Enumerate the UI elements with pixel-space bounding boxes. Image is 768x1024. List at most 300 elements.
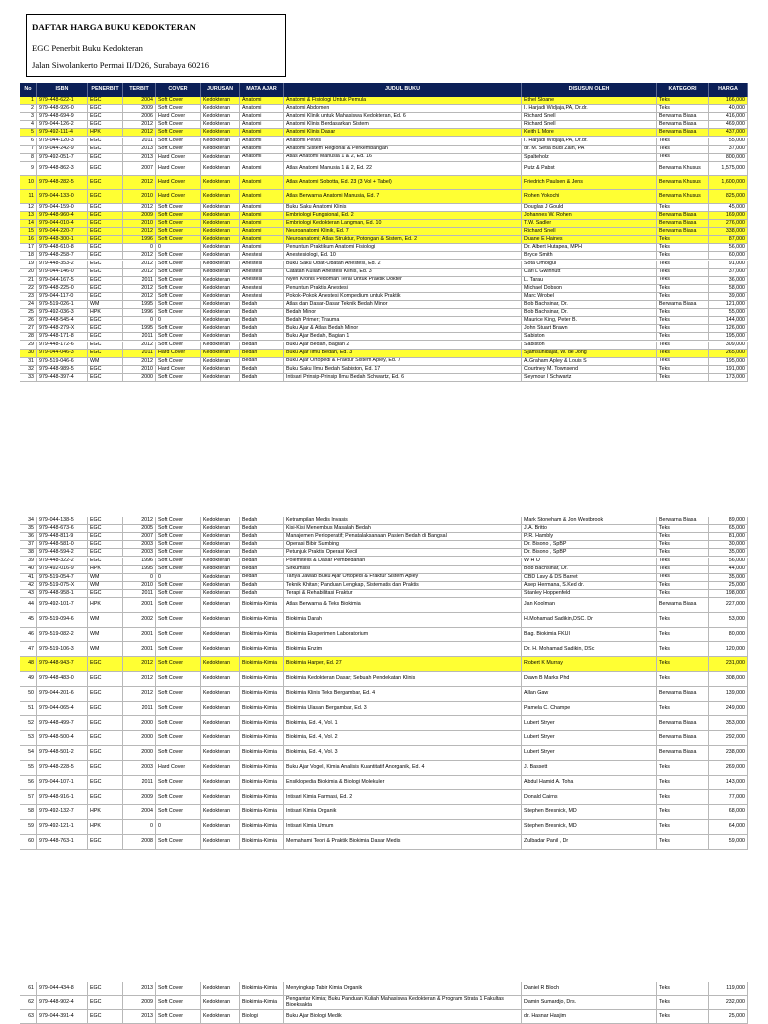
cell-no: 3 bbox=[20, 113, 37, 120]
cell-cover: Soft Cover bbox=[156, 533, 201, 540]
cell-mata-ajar: Anatomi bbox=[240, 138, 284, 145]
table-row bbox=[20, 533, 748, 541]
cell-terbit: 2003 bbox=[123, 541, 156, 548]
cell-isbn: 979-519-046-6 bbox=[37, 358, 88, 365]
cell-no: 14 bbox=[20, 220, 37, 227]
cell-terbit: 2012 bbox=[123, 269, 156, 276]
table-header bbox=[20, 83, 748, 97]
table-row bbox=[20, 541, 748, 549]
cell-penerbit: EGC bbox=[88, 176, 123, 189]
cell-mata-ajar: Biokimia-Kimia bbox=[240, 776, 284, 790]
cell-terbit: 2010 bbox=[123, 190, 156, 203]
cell-terbit: 0 bbox=[123, 317, 156, 324]
cell-harga: 39,000 bbox=[709, 293, 748, 300]
cell-judul: Nyeri Kronis Pedoman Terai Untuk Praktik Dokter bbox=[284, 277, 522, 284]
cell-harga: 353,000 bbox=[709, 716, 748, 730]
cell-disusun: dr. Hasnar Hasjim bbox=[522, 1010, 657, 1023]
cell-disusun: Lubert Stryer bbox=[522, 746, 657, 760]
cell-harga: 143,000 bbox=[709, 776, 748, 790]
cell-isbn: 979-519-094-6 bbox=[37, 613, 88, 627]
cell-harga: 269,000 bbox=[709, 761, 748, 775]
cell-judul: Biokimia Klinis Teks Bergambar, Ed. 4 bbox=[284, 687, 522, 701]
table-row bbox=[20, 285, 748, 293]
cell-no: 18 bbox=[20, 252, 37, 259]
cell-jurusan: Kedokteran bbox=[201, 820, 240, 834]
cell-penerbit: EGC bbox=[88, 228, 123, 235]
cell-mata-ajar: Anestesi bbox=[240, 277, 284, 284]
cell-mata-ajar: Anatomi bbox=[240, 162, 284, 175]
cell-isbn: 979-044-146-0 bbox=[37, 269, 88, 276]
cell-judul: Atlas Anatomi Manusia 1 & 2, Ed. 16 bbox=[284, 154, 522, 161]
cell-disusun: Zulbadar Panil , Dr bbox=[522, 835, 657, 849]
cell-disusun: Abdul Hamid A. Toha bbox=[522, 776, 657, 790]
cell-harga: 249,000 bbox=[709, 702, 748, 716]
cell-mata-ajar: Anatomi bbox=[240, 236, 284, 243]
table-row bbox=[20, 672, 748, 687]
cell-penerbit: EGC bbox=[88, 269, 123, 276]
cell-judul: Buku Ajar Vogel, Kimia Analisis Kuantitatif Anorganik, Ed. 4 bbox=[284, 761, 522, 775]
cell-jurusan: Kedokteran bbox=[201, 776, 240, 790]
cell-judul: Buku Ajar Bedah, Bagian 2 bbox=[284, 342, 522, 349]
cell-kategori: Teks bbox=[657, 525, 709, 532]
cell-jurusan: Kedokteran bbox=[201, 517, 240, 524]
cell-penerbit: EGC bbox=[88, 97, 123, 104]
cell-terbit: 2011 bbox=[123, 333, 156, 340]
cell-terbit: 2010 bbox=[123, 220, 156, 227]
cell-penerbit: EGC bbox=[88, 252, 123, 259]
cell-kategori: Teks bbox=[657, 805, 709, 819]
table-row bbox=[20, 657, 748, 672]
cell-judul: Anatomi Klinik untuk Mahasiswa Kedokteran, Ed. 6 bbox=[284, 113, 522, 120]
table-row bbox=[20, 582, 748, 590]
cell-terbit: 2007 bbox=[123, 533, 156, 540]
cell-disusun: Sabiston bbox=[522, 333, 657, 340]
table-row bbox=[20, 566, 748, 574]
cell-judul: Embriologi Fungsional, Ed. 2 bbox=[284, 212, 522, 219]
cell-cover: Hard Cover bbox=[156, 366, 201, 373]
cell-judul: Operasi Bibir Sumbing bbox=[284, 541, 522, 548]
cell-jurusan: Kedokteran bbox=[201, 541, 240, 548]
cell-isbn: 979-448-258-7 bbox=[37, 252, 88, 259]
cell-disusun: Maurice King, Peter B. bbox=[522, 317, 657, 324]
cell-terbit: 0 bbox=[123, 820, 156, 834]
cell-no: 44 bbox=[20, 598, 37, 612]
cell-penerbit: EGC bbox=[88, 285, 123, 292]
cell-disusun: Seymour I Schwartz bbox=[522, 374, 657, 381]
cell-harga: 80,000 bbox=[709, 628, 748, 642]
cell-penerbit: EGC bbox=[88, 261, 123, 268]
cell-no: 1 bbox=[20, 97, 37, 104]
cell-penerbit: EGC bbox=[88, 517, 123, 524]
cell-disusun: P.R. Hambly bbox=[522, 533, 657, 540]
cell-mata-ajar: Anatomi bbox=[240, 190, 284, 203]
col-harga: HARGA bbox=[709, 83, 748, 97]
cell-harga: 77,000 bbox=[709, 790, 748, 804]
cell-no: 45 bbox=[20, 613, 37, 627]
cell-kategori: Berwarna Biasa bbox=[657, 220, 709, 227]
cell-kategori: Teks bbox=[657, 541, 709, 548]
table-row bbox=[20, 628, 748, 643]
cell-disusun: Douglas J Gould bbox=[522, 204, 657, 211]
cell-kategori: Teks bbox=[657, 574, 709, 581]
col-cover: COVER bbox=[156, 83, 201, 97]
cell-cover: Soft Cover bbox=[156, 558, 201, 565]
cell-terbit: 1996 bbox=[123, 558, 156, 565]
cell-no: 28 bbox=[20, 333, 37, 340]
cell-isbn: 979-044-242-9 bbox=[37, 146, 88, 153]
cell-disusun: Dr. Bisono , SpBP bbox=[522, 549, 657, 556]
cell-no: 56 bbox=[20, 776, 37, 790]
cell-disusun: Sota Omoigui bbox=[522, 261, 657, 268]
cell-no: 11 bbox=[20, 190, 37, 203]
cell-cover: Soft Cover bbox=[156, 236, 201, 243]
cell-disusun: Stanley Hoppenfeld bbox=[522, 590, 657, 597]
cell-mata-ajar: Anatomi bbox=[240, 146, 284, 153]
cell-jurusan: Kedokteran bbox=[201, 105, 240, 112]
cell-judul: Biokimia, Ed. 4, Vol. 3 bbox=[284, 746, 522, 760]
cell-jurusan: Kedokteran bbox=[201, 996, 240, 1009]
cell-no: 42 bbox=[20, 582, 37, 589]
cell-judul: Atlas Berwarna Anatomi Manusia, Ed. 7 bbox=[284, 190, 522, 203]
cell-disusun: Stephen Bresnick, MD bbox=[522, 820, 657, 834]
cell-mata-ajar: Biokimia-Kimia bbox=[240, 982, 284, 995]
cell-penerbit: EGC bbox=[88, 835, 123, 849]
cell-jurusan: Kedokteran bbox=[201, 358, 240, 365]
cell-penerbit: EGC bbox=[88, 236, 123, 243]
cell-terbit: 2012 bbox=[123, 129, 156, 136]
cell-judul: Intisari Kimia Farmasi, Ed. 2 bbox=[284, 790, 522, 804]
cell-mata-ajar: Anatomi bbox=[240, 154, 284, 161]
cell-terbit: 2013 bbox=[123, 154, 156, 161]
cell-no: 26 bbox=[20, 317, 37, 324]
cell-harga: 35,000 bbox=[709, 574, 748, 581]
col-mata-ajar: MATA AJAR bbox=[240, 83, 284, 97]
cell-isbn: 979-044-133-0 bbox=[37, 190, 88, 203]
cell-terbit: 2000 bbox=[123, 731, 156, 745]
cell-kategori: Teks bbox=[657, 350, 709, 357]
cell-harga: 55,000 bbox=[709, 309, 748, 316]
cell-terbit: 2012 bbox=[123, 121, 156, 128]
cell-kategori: Berwarna Khusus bbox=[657, 176, 709, 189]
cell-harga: 195,000 bbox=[709, 358, 748, 365]
cell-penerbit: WM bbox=[88, 628, 123, 642]
cell-terbit: 2008 bbox=[123, 835, 156, 849]
cell-mata-ajar: Biologi bbox=[240, 1010, 284, 1023]
table-row bbox=[20, 805, 748, 820]
cell-penerbit: EGC bbox=[88, 342, 123, 349]
cell-isbn: 979-448-483-0 bbox=[37, 672, 88, 686]
cell-cover: Hard Cover bbox=[156, 350, 201, 357]
cell-judul: Ketrampilan Medis Invasis bbox=[284, 517, 522, 524]
cell-mata-ajar: Anestesi bbox=[240, 261, 284, 268]
cell-mata-ajar: Anatomi bbox=[240, 113, 284, 120]
cell-harga: 81,000 bbox=[709, 533, 748, 540]
cell-penerbit: EGC bbox=[88, 212, 123, 219]
cell-judul: Neuroanatomi; Atlas Struktur, Potongan & Sistem, Ed. 2 bbox=[284, 236, 522, 243]
cell-isbn: 979-448-916-1 bbox=[37, 790, 88, 804]
cell-no: 52 bbox=[20, 716, 37, 730]
cell-penerbit: EGC bbox=[88, 590, 123, 597]
cell-cover: Soft Cover bbox=[156, 790, 201, 804]
col-penerbit: PENERBIT bbox=[88, 83, 123, 97]
cell-terbit: 2012 bbox=[123, 228, 156, 235]
cell-no: 2 bbox=[20, 105, 37, 112]
cell-mata-ajar: Bedah bbox=[240, 325, 284, 332]
cell-jurusan: Kedokteran bbox=[201, 642, 240, 656]
cell-judul: Penuntun Praktis Anestesi bbox=[284, 285, 522, 292]
cell-jurusan: Kedokteran bbox=[201, 121, 240, 128]
cell-mata-ajar: Bedah bbox=[240, 549, 284, 556]
cell-harga: 469,000 bbox=[709, 121, 748, 128]
cell-kategori: Berwarna Biasa bbox=[657, 731, 709, 745]
cell-jurusan: Kedokteran bbox=[201, 731, 240, 745]
cell-jurusan: Kedokteran bbox=[201, 761, 240, 775]
cell-judul: Memahami Teori & Praktik Biokimia Dasar Medis bbox=[284, 835, 522, 849]
cell-penerbit: EGC bbox=[88, 105, 123, 112]
cell-penerbit: EGC bbox=[88, 277, 123, 284]
table-row bbox=[20, 121, 748, 129]
cell-mata-ajar: Bedah bbox=[240, 590, 284, 597]
cell-cover: Soft Cover bbox=[156, 301, 201, 308]
cell-terbit: 2013 bbox=[123, 146, 156, 153]
cell-cover: Soft Cover bbox=[156, 269, 201, 276]
cell-harga: 231,000 bbox=[709, 657, 748, 671]
cell-isbn: 979-044-391-4 bbox=[37, 1010, 88, 1023]
col-kategori: KATEGORI bbox=[657, 83, 709, 97]
cell-harga: 265,000 bbox=[709, 350, 748, 357]
cell-kategori: Berwarna Khusus bbox=[657, 190, 709, 203]
cell-isbn: 979-492-036-3 bbox=[37, 309, 88, 316]
cell-kategori: Teks bbox=[657, 285, 709, 292]
cell-isbn: 979-519-054-7 bbox=[37, 574, 88, 581]
cell-harga: 119,000 bbox=[709, 982, 748, 995]
cell-isbn: 979-448-694-9 bbox=[37, 113, 88, 120]
cell-jurusan: Kedokteran bbox=[201, 138, 240, 145]
table-row bbox=[20, 325, 748, 333]
cell-isbn: 979-044-120-3 bbox=[37, 138, 88, 145]
table-row bbox=[20, 105, 748, 113]
cell-no: 51 bbox=[20, 702, 37, 716]
cell-no: 15 bbox=[20, 228, 37, 235]
cell-judul: Sirkumsisi bbox=[284, 566, 522, 573]
cell-harga: 35,000 bbox=[709, 549, 748, 556]
cell-harga: 40,000 bbox=[709, 105, 748, 112]
table-row bbox=[20, 358, 748, 366]
col-judul: JUDUL BUKU bbox=[284, 83, 522, 97]
cell-kategori: Teks bbox=[657, 761, 709, 775]
table-row bbox=[20, 350, 748, 358]
cell-no: 13 bbox=[20, 212, 37, 219]
cell-no: 9 bbox=[20, 162, 37, 175]
cell-judul: Anatomi & Fisiologi Untuk Pemula bbox=[284, 97, 522, 104]
table-row bbox=[20, 366, 748, 374]
cell-penerbit: EGC bbox=[88, 549, 123, 556]
cell-cover: Soft Cover bbox=[156, 333, 201, 340]
cell-jurusan: Kedokteran bbox=[201, 97, 240, 104]
table-row bbox=[20, 558, 748, 566]
cell-harga: 37,000 bbox=[709, 146, 748, 153]
cell-mata-ajar: Anatomi bbox=[240, 97, 284, 104]
cell-penerbit: EGC bbox=[88, 350, 123, 357]
cell-terbit: 2001 bbox=[123, 598, 156, 612]
cell-mata-ajar: Biokimia-Kimia bbox=[240, 598, 284, 612]
cell-isbn: 979-448-228-5 bbox=[37, 761, 88, 775]
cell-isbn: 979-044-138-5 bbox=[37, 517, 88, 524]
cell-terbit: 0 bbox=[123, 574, 156, 581]
cell-no: 35 bbox=[20, 525, 37, 532]
cell-terbit: 2012 bbox=[123, 517, 156, 524]
table-row bbox=[20, 613, 748, 628]
cell-no: 30 bbox=[20, 350, 37, 357]
cell-penerbit: EGC bbox=[88, 1010, 123, 1023]
cell-cover: Soft Cover bbox=[156, 716, 201, 730]
cell-terbit: 2001 bbox=[123, 642, 156, 656]
cell-judul: Anatomi Klinis Berdasarkan Sistem bbox=[284, 121, 522, 128]
cell-judul: Atlas Anatomi Manusia 1 & 2, Ed. 22 bbox=[284, 162, 522, 175]
cell-isbn: 979-448-673-6 bbox=[37, 525, 88, 532]
cell-kategori: Teks bbox=[657, 138, 709, 145]
cell-disusun: Duane E Haines bbox=[522, 236, 657, 243]
cell-mata-ajar: Biokimia-Kimia bbox=[240, 672, 284, 686]
cell-no: 60 bbox=[20, 835, 37, 849]
cell-terbit: 2002 bbox=[123, 613, 156, 627]
cell-harga: 89,000 bbox=[709, 517, 748, 524]
cell-isbn: 979-448-545-4 bbox=[37, 317, 88, 324]
cell-mata-ajar: Bedah bbox=[240, 301, 284, 308]
cell-cover: Soft Cover bbox=[156, 374, 201, 381]
cell-mata-ajar: Biokimia-Kimia bbox=[240, 628, 284, 642]
table-row bbox=[20, 716, 748, 731]
cell-cover: Soft Cover bbox=[156, 642, 201, 656]
cell-judul: Biokimia, Ed. 4, Vol. 2 bbox=[284, 731, 522, 745]
cell-penerbit: EGC bbox=[88, 374, 123, 381]
cell-penerbit: WM bbox=[88, 582, 123, 589]
cell-isbn: 979-448-763-1 bbox=[37, 835, 88, 849]
cell-isbn: 979-044-159-0 bbox=[37, 204, 88, 211]
cell-cover: Soft Cover bbox=[156, 358, 201, 365]
cell-isbn: 979-492-121-1 bbox=[37, 820, 88, 834]
cell-kategori: Teks bbox=[657, 293, 709, 300]
cell-disusun: Bob Bachsinar, Dr. bbox=[522, 301, 657, 308]
cell-jurusan: Kedokteran bbox=[201, 190, 240, 203]
cell-terbit: 2011 bbox=[123, 776, 156, 790]
cell-disusun: Damin Sumardjo, Drs. bbox=[522, 996, 657, 1009]
cell-disusun: J.A. Britto bbox=[522, 525, 657, 532]
cell-isbn: 979-448-902-4 bbox=[37, 996, 88, 1009]
table-row bbox=[20, 598, 748, 613]
cell-harga: 37,000 bbox=[709, 269, 748, 276]
cell-kategori: Teks bbox=[657, 252, 709, 259]
cell-jurusan: Kedokteran bbox=[201, 129, 240, 136]
cell-cover: Soft Cover bbox=[156, 996, 201, 1009]
cell-disusun: Ethel Sloane bbox=[522, 97, 657, 104]
table-row bbox=[20, 342, 748, 350]
table-row bbox=[20, 269, 748, 277]
cell-harga: 59,000 bbox=[709, 835, 748, 849]
cell-penerbit: WM bbox=[88, 301, 123, 308]
cell-kategori: Berwarna Biasa bbox=[657, 212, 709, 219]
cell-isbn: 979-448-610-8 bbox=[37, 244, 88, 251]
cell-penerbit: HPK bbox=[88, 566, 123, 573]
cell-kategori: Teks bbox=[657, 317, 709, 324]
cell-kategori: Teks bbox=[657, 533, 709, 540]
cell-judul: Intisari Kimia Umum bbox=[284, 820, 522, 834]
cell-cover: Soft Cover bbox=[156, 97, 201, 104]
cell-jurusan: Kedokteran bbox=[201, 277, 240, 284]
cell-penerbit: EGC bbox=[88, 317, 123, 324]
cell-judul: Manajemen Perioperatif; Penatalaksanaan Pasien Bedah di Bangsal bbox=[284, 533, 522, 540]
cell-cover: Soft Cover bbox=[156, 835, 201, 849]
cell-disusun: H.Mohamad Sadikin,DSC. Dr bbox=[522, 613, 657, 627]
cell-cover: Hard Cover bbox=[156, 113, 201, 120]
cell-disusun: W H O bbox=[522, 558, 657, 565]
cell-disusun: Courtney M. Townsend bbox=[522, 366, 657, 373]
cell-disusun: dr. M. Setia Budi Zain, PA bbox=[522, 146, 657, 153]
cell-jurusan: Kedokteran bbox=[201, 558, 240, 565]
cell-jurusan: Kedokteran bbox=[201, 657, 240, 671]
cell-no: 39 bbox=[20, 558, 37, 565]
cell-penerbit: EGC bbox=[88, 113, 123, 120]
cell-disusun: Pamela C. Champe bbox=[522, 702, 657, 716]
table-row bbox=[20, 790, 748, 805]
cell-cover: Soft Cover bbox=[156, 277, 201, 284]
cell-mata-ajar: Bedah bbox=[240, 358, 284, 365]
cell-harga: 56,000 bbox=[709, 244, 748, 251]
cell-isbn: 979-492-101-7 bbox=[37, 598, 88, 612]
cell-mata-ajar: Bedah bbox=[240, 350, 284, 357]
cell-terbit: 2004 bbox=[123, 805, 156, 819]
cell-judul: Intisari Prinsip-Prinsip Ilmu Bedah Schwartz, Ed. 6 bbox=[284, 374, 522, 381]
table-row bbox=[20, 220, 748, 228]
cell-no: 23 bbox=[20, 293, 37, 300]
cell-harga: 53,000 bbox=[709, 613, 748, 627]
cell-jurusan: Kedokteran bbox=[201, 835, 240, 849]
cell-isbn: 979-448-171-8 bbox=[37, 333, 88, 340]
cell-no: 21 bbox=[20, 277, 37, 284]
table-row bbox=[20, 761, 748, 776]
table-row bbox=[20, 746, 748, 761]
cell-no: 24 bbox=[20, 301, 37, 308]
cell-kategori: Teks bbox=[657, 269, 709, 276]
cell-kategori: Berwarna Biasa bbox=[657, 716, 709, 730]
cell-judul: Biokimia Ulasan Bergambar, Ed. 3 bbox=[284, 702, 522, 716]
cell-terbit: 1995 bbox=[123, 325, 156, 332]
cell-disusun: Allan Gaw bbox=[522, 687, 657, 701]
cell-cover: Soft Cover bbox=[156, 672, 201, 686]
cell-kategori: Teks bbox=[657, 1010, 709, 1023]
cell-kategori: Teks bbox=[657, 835, 709, 849]
cell-mata-ajar: Biokimia-Kimia bbox=[240, 657, 284, 671]
cell-jurusan: Kedokteran bbox=[201, 672, 240, 686]
cell-cover: Soft Cover bbox=[156, 309, 201, 316]
cell-jurusan: Kedokteran bbox=[201, 702, 240, 716]
table-row bbox=[20, 138, 748, 146]
col-no: No bbox=[20, 83, 37, 97]
publisher-address: Jalan Siwolankerto Permai II/D26, Surabaya 60216 bbox=[32, 60, 210, 70]
cell-cover: Soft Cover bbox=[156, 590, 201, 597]
cell-isbn: 979-448-943-7 bbox=[37, 657, 88, 671]
cell-no: 63 bbox=[20, 1010, 37, 1023]
cell-mata-ajar: Bedah bbox=[240, 566, 284, 573]
cell-penerbit: EGC bbox=[88, 162, 123, 175]
cell-terbit: 2006 bbox=[123, 113, 156, 120]
cell-jurusan: Kedokteran bbox=[201, 154, 240, 161]
cell-no: 40 bbox=[20, 566, 37, 573]
cell-mata-ajar: Bedah bbox=[240, 366, 284, 373]
cell-jurusan: Kedokteran bbox=[201, 366, 240, 373]
cell-penerbit: HPK bbox=[88, 820, 123, 834]
cell-judul: Penuntun Praktikum Anatomi Fisiologi bbox=[284, 244, 522, 251]
